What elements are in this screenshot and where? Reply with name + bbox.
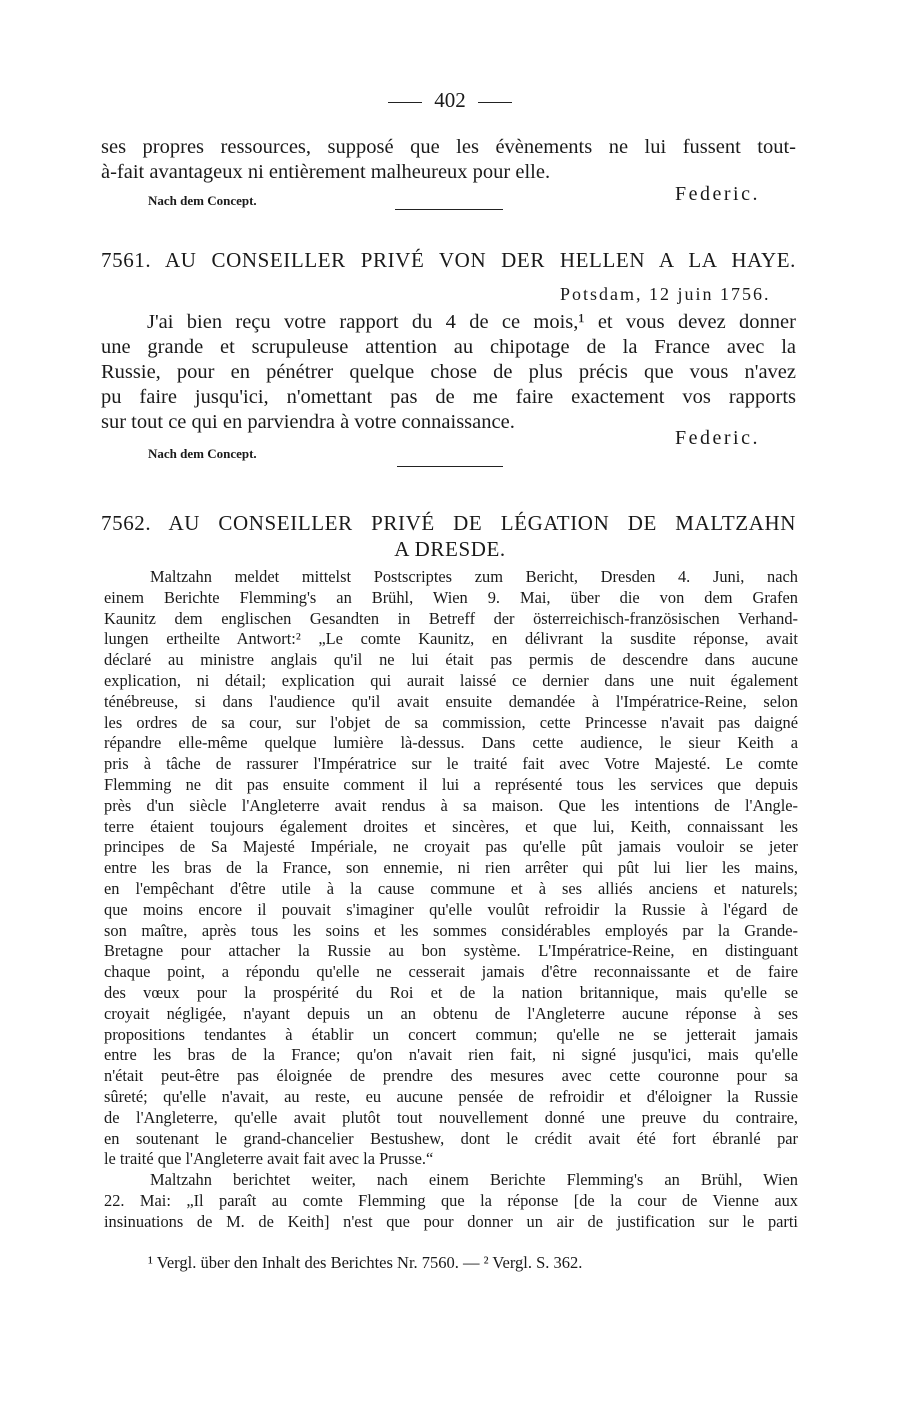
- text-line: Maltzahn berichtet weiter, nach einem Berichte Flemming's an Brühl, Wien: [150, 1170, 798, 1190]
- source-note: Nach dem Concept.: [148, 193, 257, 208]
- text-line: terre étaient toujours également droites et sincères, et que lui, Keith, connaissant les: [104, 816, 798, 836]
- page-header: [0, 88, 900, 113]
- text-line: près d'un siècle l'Angleterre avait rendus à sa maison. Que les intentions de l'Angle-: [104, 795, 798, 815]
- text-line: propositions tendantes à établir un concert commun; qu'elle ne se jetterait jamais: [104, 1024, 798, 1044]
- letter-heading-line2: A DRESDE.: [394, 537, 506, 561]
- text-line: lungen ertheilte Antwort:² „Le comte Kaunitz, en délivrant la susdite réponse, avait: [104, 629, 798, 649]
- text-line: les ordres de sa cour, sur l'objet de sa commission, cette Princesse n'avait pas daigné: [104, 712, 798, 732]
- divider: [395, 209, 503, 210]
- letter-body: [104, 567, 798, 1233]
- text-line: principes de Sa Majesté Impériale, ne croyait pas qu'elle pût jamais vouloir se jeter: [104, 837, 798, 857]
- text-line: son maître, après tous les soins et les sommes considérables employés par la Grande-: [104, 920, 798, 940]
- text-line: sûreté; qu'elle n'avait, au reste, eu aucune pensée de refroidir et d'éloigner la Russie: [104, 1086, 798, 1106]
- text-line: einem Berichte Flemming's an Brühl, Wien 9. Mai, über die von dem Grafen: [104, 587, 798, 607]
- text-line: Kaunitz dem englischen Gesandten in Betreff der österreichisch-französischen Verhand-: [104, 608, 798, 628]
- text-line: chaque point, a répondu qu'elle ne cesserait jamais d'être reconnaissante et de faire: [104, 962, 798, 982]
- text-line: sur tout ce qui en parviendra à votre connaissance.: [101, 411, 515, 433]
- header-dash-right: [478, 102, 512, 103]
- text-line: ses propres ressources, supposé que les évènements ne lui fussent tout-: [101, 136, 796, 158]
- text-line: 22. Mai: „Il paraît au comte Flemming que la réponse [de la cour de Vienne aux: [104, 1190, 798, 1210]
- text-line: Russie, pour en pénétrer quelque chose de plus précis que vous n'avez: [101, 361, 796, 383]
- text-line: croyait négligée, n'ayant depuis un an obtenu de l'Angleterre aucune réponse à ses: [104, 1003, 798, 1023]
- text-line: ténébreuse, si dans l'audience qu'il avait ensuite demandée à l'Impératrice-Reine, selon: [104, 691, 798, 711]
- divider: [397, 466, 503, 467]
- text-line: une grande et scrupuleuse attention au chipotage de la France avec la: [101, 336, 796, 358]
- text-line: Bretagne pour attacher la Russie au bon système. L'Impératrice-Reine, en distinguant: [104, 941, 798, 961]
- text-line: Maltzahn meldet mittelst Postscriptes zum Bericht, Dresden 4. Juni, nach: [150, 567, 798, 586]
- text-line: pu faire jusqu'ici, n'omettant pas de me faire exactement vos rapports: [101, 386, 796, 408]
- letter-body: [101, 310, 796, 435]
- prev-letter-text: [101, 135, 796, 185]
- text-line: à-fait avantageux ni entièrement malheureux pour elle.: [101, 161, 551, 183]
- footnotes: ¹ Vergl. über den Inhalt des Berichtes Nr. 7560. — ² Vergl. S. 362.: [148, 1253, 583, 1272]
- text-line: des vœux pour la prospérité du Roi et de la nation britannique, mais qu'elle se: [104, 982, 798, 1002]
- letter-heading: 7562. AU CONSEILLER PRIVÉ DE LÉGATION DE MALTZAHN: [101, 511, 796, 535]
- text-line: répandre elle-même quelque lumière là-dessus. Dans cette audience, le sieur Keith a: [104, 733, 798, 753]
- header-dash-left: [388, 102, 422, 103]
- signature: Federic.: [675, 183, 760, 205]
- text-line: déclaré au ministre anglais qu'il ne lui était pas permis de descendre dans aucune: [104, 650, 798, 670]
- text-line: J'ai bien reçu votre rapport du 4 de ce mois,¹ et vous devez donner: [147, 311, 796, 333]
- text-line: insinuations de M. de Keith] n'est que pour donner un air de justification sur le parti: [104, 1211, 798, 1231]
- text-line: Flemming ne dit pas ensuite comment il lui a représenté tous les services que depuis: [104, 774, 798, 794]
- text-line: pris à tâche de rassurer l'Impératrice sur le traité fait avec Votre Majesté. Le comte: [104, 754, 798, 774]
- text-line: le traité que l'Angleterre avait fait avec la Prusse.“: [104, 1149, 434, 1169]
- text-line: en l'empêchant d'être utile à la cause commune et à ses alliés anciens et naturels;: [104, 878, 798, 898]
- source-note: Nach dem Concept.: [148, 446, 257, 461]
- text-line: n'était peut-être pas éloignée de prendre des mesures avec cette couronne pour sa: [104, 1066, 798, 1086]
- text-line: que moins encore il pouvait s'imaginer qu'elle voulût refroidir la Russie à l'égard de: [104, 899, 798, 919]
- text-line: en soutenant le grand-chancelier Bestushew, dont le crédit avait été fort ébranlé par: [104, 1128, 798, 1148]
- letter-heading: 7561. AU CONSEILLER PRIVÉ VON DER HELLEN A LA HAYE.: [101, 248, 796, 272]
- text-line: entre les bras de la France; qu'on n'avait rien fait, ni signé jusqu'ici, mais qu'elle: [104, 1045, 798, 1065]
- text-line: explication, ni détail; explication qui aurait laissé ce dernier dans une nuit également: [104, 670, 798, 690]
- text-line: entre les bras de la France, son ennemie, ni rien arrêter qui pût lui lier les mains,: [104, 858, 798, 878]
- page-number: 402: [434, 88, 466, 112]
- signature: Federic.: [675, 427, 760, 449]
- dateline: Potsdam, 12 juin 1756.: [560, 284, 771, 304]
- text-line: de l'Angleterre, qu'elle avait plutôt tout nouvellement donné une preuve du contraire,: [104, 1107, 798, 1127]
